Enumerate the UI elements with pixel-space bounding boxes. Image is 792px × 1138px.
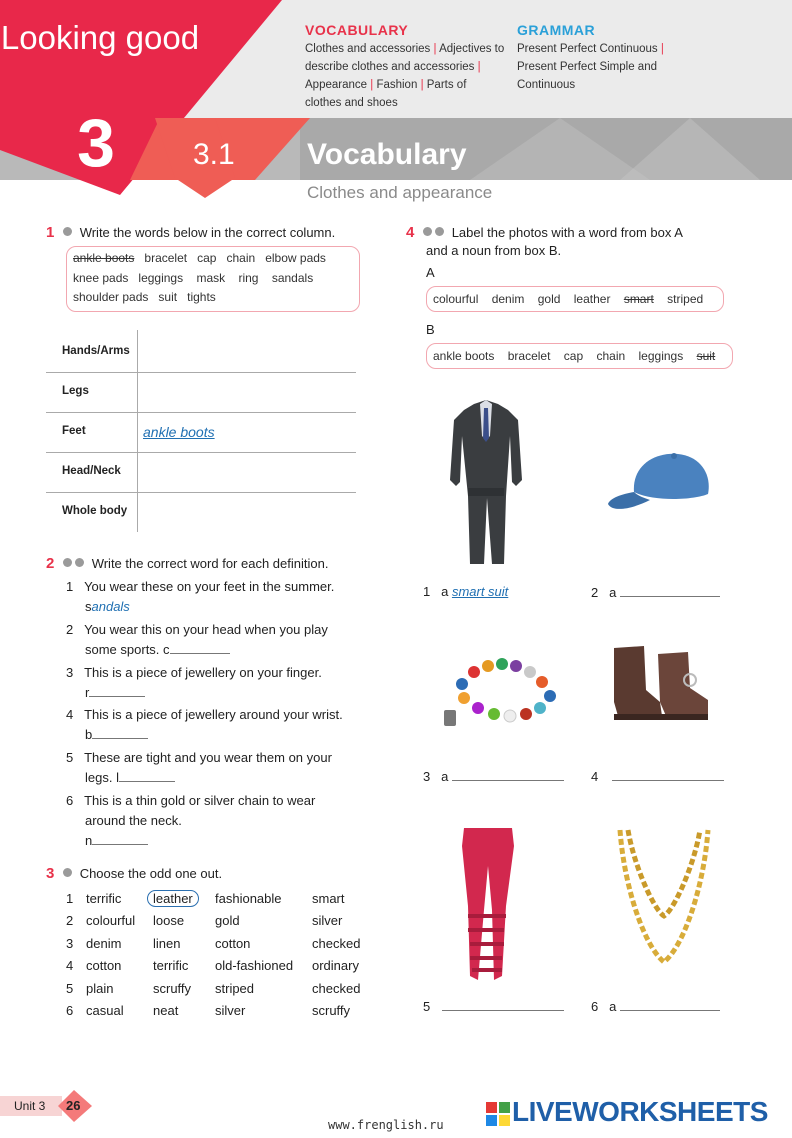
photo-answer-1[interactable]: smart suit: [451, 584, 509, 599]
difficulty-dot: [75, 558, 84, 567]
site-watermark: www.frenglish.ru: [328, 1118, 444, 1132]
odd-row: 6 casual neat silver scruffy: [66, 1003, 351, 1019]
photo-answer-5[interactable]: [442, 998, 564, 1011]
photo-label-3: 3 a: [423, 768, 564, 784]
definition-item: 2 You wear this on your head when you play some sports. c: [66, 622, 328, 657]
difficulty-dot: [435, 227, 444, 236]
definition-item: 1 You wear these on your feet in the summer. sandals: [66, 579, 335, 614]
ex4-heading: 4 Label the photos with a word from box A and a noun from box B.: [406, 224, 683, 258]
definition-item: 3 This is a piece of jewellery on your finger. r: [66, 665, 322, 700]
answer-blank[interactable]: [92, 832, 148, 845]
photo-answer-2[interactable]: [620, 584, 720, 597]
unit-title: Looking good: [0, 19, 200, 56]
suit-photo: [446, 396, 526, 568]
liveworksheets-brand[interactable]: LIVEWORKSHEETS: [512, 1096, 768, 1127]
answer-blank[interactable]: [92, 726, 148, 739]
answer-blank[interactable]: [119, 769, 175, 782]
table-row: Legs: [46, 372, 356, 413]
ex3-heading: 3 Choose the odd one out.: [46, 865, 223, 882]
difficulty-dot: [63, 868, 72, 877]
ex2-heading: 2 Write the correct word for each definition.: [46, 555, 329, 572]
photo-label-6: 6 a: [591, 998, 720, 1014]
leggings-photo: [456, 826, 520, 984]
odd-row: 5 plain scruffy striped checked: [66, 980, 361, 996]
bracelet-photo: [440, 652, 564, 734]
section-number: 3.1: [193, 138, 235, 171]
table-row: Head/Neck: [46, 452, 356, 493]
difficulty-dot: [63, 558, 72, 567]
answer-blank[interactable]: [170, 641, 230, 654]
table-row: Whole body: [46, 492, 356, 532]
definition-item: 6 This is a thin gold or silver chain to wear around the neck. n: [66, 793, 316, 848]
odd-one-out-grid: [66, 888, 366, 1022]
box-b: ankle boots bracelet cap chain leggings suit: [426, 343, 733, 369]
table-row: Feet ankle boots: [46, 412, 356, 453]
section-subtitle: Clothes and appearance: [307, 183, 493, 202]
odd-row: 1 terrific leather fashionable smart: [66, 891, 345, 906]
photo-answer-4[interactable]: [612, 768, 724, 781]
box-b-label: B: [426, 322, 435, 337]
answer-blank[interactable]: [89, 684, 145, 697]
photo-label-1: 1 a smart suit: [423, 584, 509, 599]
footer-unit-label: Unit 3: [14, 1099, 46, 1113]
answer-cell-head[interactable]: [142, 452, 356, 492]
answer-cell-body[interactable]: [142, 492, 356, 532]
answer-cell-feet[interactable]: ankle boots: [143, 424, 215, 440]
circled-answer[interactable]: leather: [147, 890, 199, 907]
ankle-boots-photo: [604, 642, 714, 724]
answer-cell-legs[interactable]: [142, 372, 356, 412]
table-row: Hands/Arms: [46, 332, 356, 373]
chain-photo: [614, 826, 714, 966]
definition-item: 4 This is a piece of jewellery around your wrist. b: [66, 707, 343, 742]
liveworksheets-logo-icon: [486, 1102, 510, 1126]
photo-label-4: 4: [591, 768, 724, 784]
cap-photo: [604, 446, 714, 520]
odd-row: 3 denim linen cotton checked: [66, 935, 361, 951]
ex1-heading: 1 Write the words below in the correct column.: [46, 224, 336, 241]
photo-label-2: 2 a: [591, 584, 720, 600]
footer-page-number: 26: [66, 1098, 81, 1113]
vocabulary-heading: VOCABULARY: [305, 22, 409, 38]
odd-row: 2 colourful loose gold silver: [66, 913, 343, 929]
grammar-heading: GRAMMAR: [517, 22, 596, 38]
answer-cell-hands[interactable]: [142, 332, 356, 372]
box-a: colourful denim gold leather smart striped: [426, 286, 724, 312]
unit-number: 3: [77, 105, 115, 181]
ex1-word-box: ankle boots bracelet cap chain elbow pads knee pads leggings mask ring sandals shoulder pads suit tights: [66, 246, 360, 312]
vocabulary-topics: Clothes and accessories | Adjectives to describe clothes and accessories | Appearance | Fashion | Parts of clothes and shoes: [305, 43, 505, 109]
difficulty-dot: [63, 227, 72, 236]
definition-item: 5 These are tight and you wear them on your legs. l: [66, 750, 332, 785]
grammar-topics: Present Perfect Continuous | Present Perfect Simple and Continuous: [517, 43, 664, 91]
photo-label-5: 5: [423, 998, 564, 1014]
difficulty-dot: [423, 227, 432, 236]
odd-row: 4 cotton terrific old-fashioned ordinary: [66, 958, 359, 974]
photo-answer-3[interactable]: [452, 768, 564, 781]
box-a-label: A: [426, 265, 435, 280]
section-title: Vocabulary: [307, 138, 467, 171]
photo-answer-6[interactable]: [620, 998, 720, 1011]
definition-answer[interactable]: andals: [91, 599, 130, 614]
